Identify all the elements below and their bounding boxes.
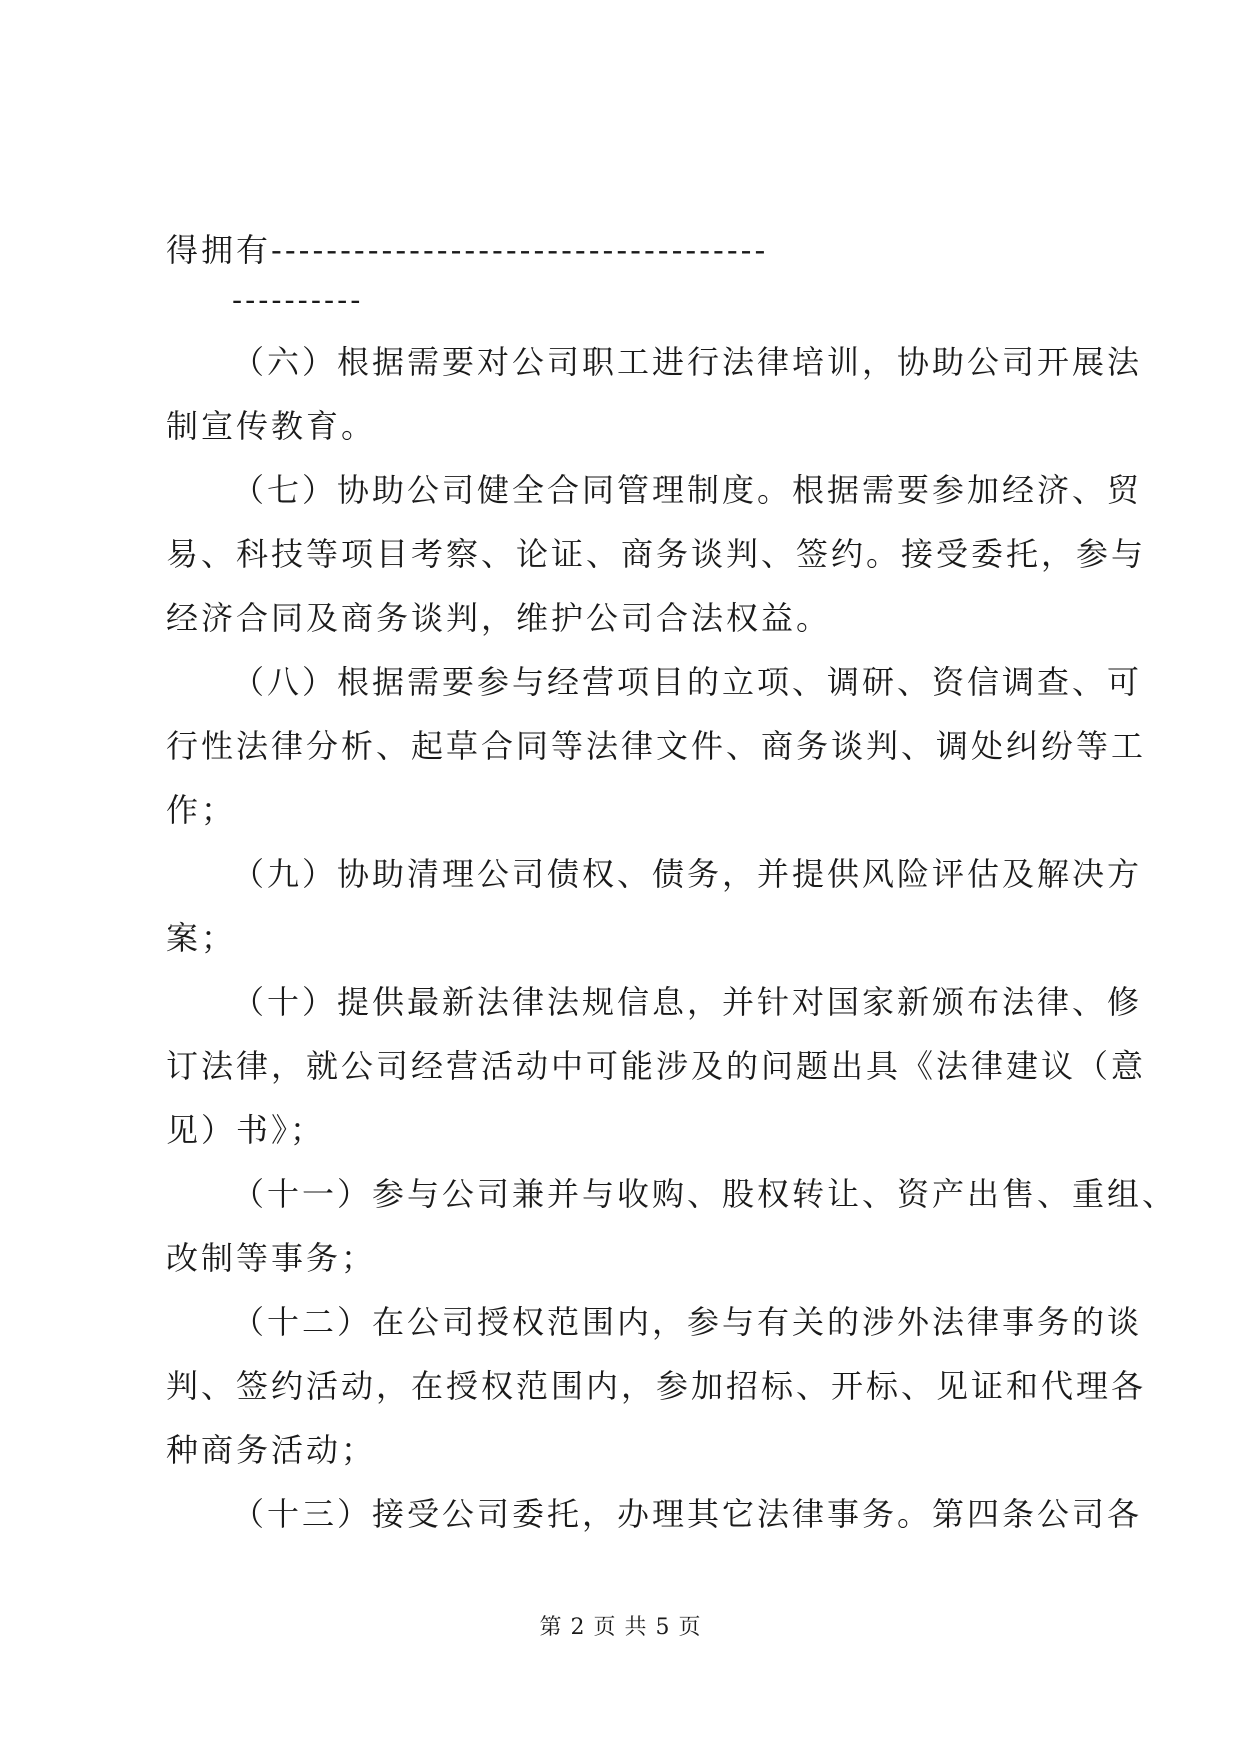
document-body xyxy=(166,228,1178,1546)
text-line: （十一）参与公司兼并与收购、股权转让、资产出售、重组、 xyxy=(232,1175,1178,1213)
page-footer: 第 2 页 共 5 页 xyxy=(539,1615,702,1640)
text-line: 改制等事务； xyxy=(166,1239,377,1277)
text-line: （九）协助清理公司债权、债务，并提供风险评估及解决方 xyxy=(232,855,1143,893)
text-line: 案； xyxy=(166,919,237,957)
text-line: 得拥有------------------------------------ xyxy=(166,231,769,269)
text-line: （八）根据需要参与经营项目的立项、调研、资信调查、可 xyxy=(232,663,1143,701)
text-line: 行性法律分析、起草合同等法律文件、商务谈判、调处纠纷等工 xyxy=(166,727,1147,765)
text-line: 见）书》； xyxy=(166,1111,326,1149)
text-line: 判、签约活动，在授权范围内，参加招标、开标、见证和代理各 xyxy=(166,1367,1147,1405)
text-line: ---------- xyxy=(232,283,364,318)
text-line: 经济合同及商务谈判，维护公司合法权益。 xyxy=(166,599,832,637)
text-line: 订法律，就公司经营活动中可能涉及的问题出具《法律建议（意 xyxy=(166,1047,1147,1085)
text-line: （七）协助公司健全合同管理制度。根据需要参加经济、贸 xyxy=(232,471,1143,509)
text-line: （六）根据需要对公司职工进行法律培训，协助公司开展法 xyxy=(232,343,1143,381)
text-line: 种商务活动； xyxy=(166,1431,377,1469)
text-line: （十三）接受公司委托，办理其它法律事务。第四条公司各 xyxy=(232,1495,1143,1533)
text-line: （十）提供最新法律法规信息，并针对国家新颁布法律、修 xyxy=(232,983,1143,1021)
text-line: 作； xyxy=(166,791,237,829)
text-line: 易、科技等项目考察、论证、商务谈判、签约。接受委托，参与 xyxy=(166,535,1147,573)
text-line: （十二）在公司授权范围内，参与有关的涉外法律事务的谈 xyxy=(232,1303,1143,1341)
text-line: 制宣传教育。 xyxy=(166,407,377,445)
